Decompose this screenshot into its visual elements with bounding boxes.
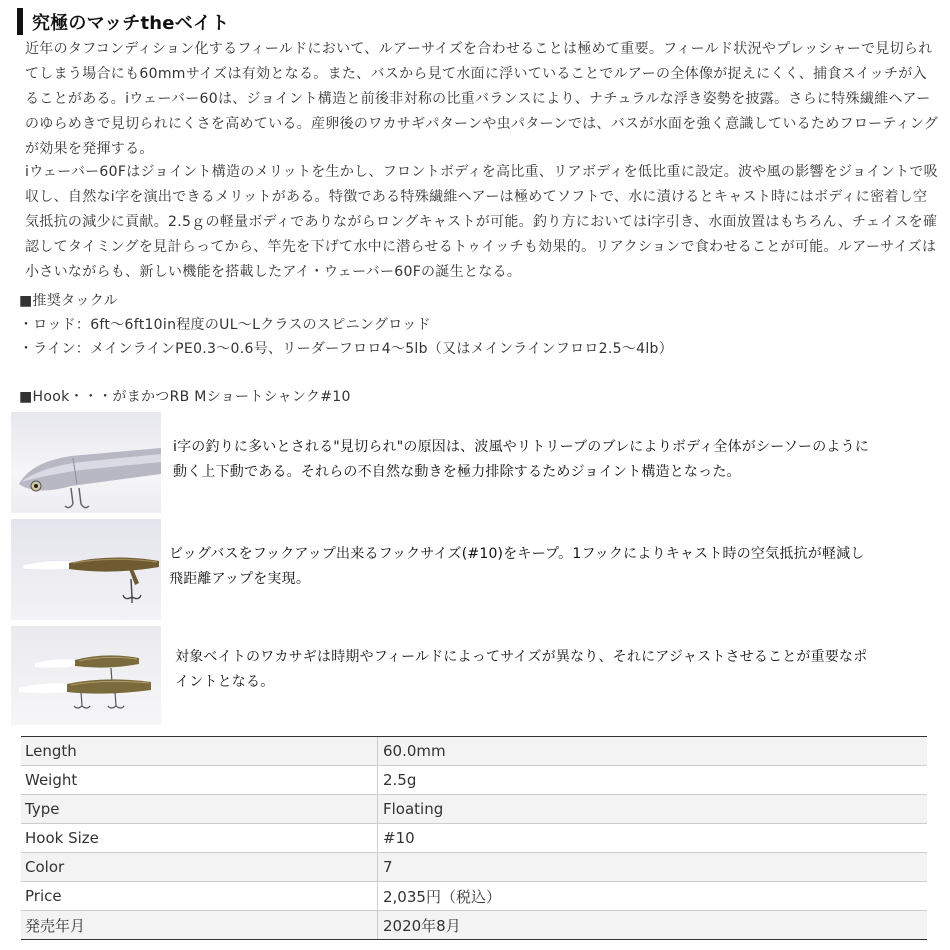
feature-text-bait xyxy=(175,645,867,695)
spec-label: Price xyxy=(21,882,378,911)
spec-label: Weight xyxy=(21,766,378,795)
feature-line: イントとなる。 xyxy=(175,674,275,690)
feature-line: ビッグバスをフックアップ出来るフックサイズ(#10)をキープ。1フックによりキャスト時の空気抵抗が軽減し xyxy=(169,546,865,562)
spec-value: 2020年8月 xyxy=(378,911,928,940)
spec-label: Type xyxy=(21,795,378,824)
table-row xyxy=(21,882,927,911)
table-row xyxy=(21,795,927,824)
intro-line: ることがある。iウェーバー60は、ジョイント構造と前後非対称の比重バランスにより、ナチュラルな浮き姿勢を披露。さらに特殊繊維ヘアー xyxy=(25,91,931,107)
table-row xyxy=(21,766,927,795)
spec-table xyxy=(21,736,927,940)
table-row xyxy=(21,737,927,766)
spec-label: Color xyxy=(21,853,378,882)
section-heading-text: 究極のマッチtheベイト xyxy=(32,12,230,34)
lure-with-hook-photo xyxy=(11,519,161,620)
recommended-line: ・ライン：メインラインPE0.3～0.6号、リーダーフロロ4～5lb（又はメインラインフロロ2.5～4lb） xyxy=(19,341,674,357)
detail-line: 認してタイミングを見計らってから、竿先を下げて水中に潜らせるトゥイッチも効果的。リアクションで食わせることが可能。ルアーサイズは xyxy=(25,239,937,255)
spec-label: 発売年月 xyxy=(21,911,378,940)
spec-value: #10 xyxy=(378,824,928,853)
spec-label: Hook Size xyxy=(21,824,378,853)
heading-accent-bar xyxy=(17,8,23,35)
detail-paragraph xyxy=(25,160,938,285)
table-row xyxy=(21,853,927,882)
feature-line: 対象ベイトのワカサギは時期やフィールドによってサイズが異なり、それにアジャストさせることが重要なポ xyxy=(175,649,868,665)
intro-line: てしまう場合にも60mmサイズは有効となる。また、バスから見て水面に浮いていることでルアーの全体像が捉えにくく、捕食スイッチが入 xyxy=(25,66,927,82)
two-lures-photo xyxy=(11,626,161,725)
section-heading xyxy=(17,8,229,35)
spec-value: 60.0mm xyxy=(378,737,928,766)
intro-line: のゆらめきで見切られにくさを高めている。産卵後のワカサギパターンや虫パターンでは、バスが水面を強く意識しているためフローティング xyxy=(25,116,939,132)
spec-label: Length xyxy=(21,737,378,766)
recommended-rod: ・ロッド：6ft～6ft10in程度のUL～Lクラスのスピニングロッド xyxy=(19,317,431,333)
feature-text-joint xyxy=(173,435,869,485)
recommended-tackle-title: ■推奨タックル xyxy=(19,293,118,309)
lure-closeup-photo xyxy=(11,412,161,513)
hook-info: ■Hook・・・がまかつRB Mショートシャンク#10 xyxy=(19,389,351,405)
detail-line: iウェーバー60Fはジョイント構造のメリットを生かし、フロントボディを高比重、リアボディを低比重に設定。波や風の影響をジョイントで吸 xyxy=(25,164,938,180)
detail-line: 小さいながらも、新しい機能を搭載したアイ・ウェーバー60Fの誕生となる。 xyxy=(25,264,522,280)
feature-text-hook xyxy=(169,542,865,592)
spec-value: Floating xyxy=(378,795,928,824)
table-row xyxy=(21,824,927,853)
spec-value: 2.5g xyxy=(378,766,928,795)
table-row xyxy=(21,911,927,940)
intro-paragraph xyxy=(25,37,939,162)
spec-value: 2,035円（税込） xyxy=(378,882,928,911)
detail-line: 気抵抗の減少に貢献。2.5ｇの軽量ボディでありながらロングキャストが可能。釣り方においてはi字引き、水面放置はもちろん、チェイスを確 xyxy=(25,214,938,230)
intro-line: 近年のタフコンディション化するフィールドにおいて、ルアーサイズを合わせることは極めて重要。フィールド状況やプレッシャーで見切られ xyxy=(25,41,933,57)
detail-line: 収し、自然なi字を演出できるメリットがある。特徴である特殊繊維ヘアーは極めてソフトで、水に漬けるとキャスト時にはボディに密着し空 xyxy=(25,189,928,205)
feature-line: 動く上下動である。それらの不自然な動きを極力排除するためジョイント構造となった。 xyxy=(173,464,741,480)
feature-line: 飛距離アップを実現。 xyxy=(169,571,311,587)
intro-line: が効果を発揮する。 xyxy=(25,141,154,157)
spec-value: 7 xyxy=(378,853,928,882)
feature-line: i字の釣りに多いとされる"見切られ"の原因は、波風やリトリーブのブレによりボディ全体がシーソーのように xyxy=(173,439,870,455)
